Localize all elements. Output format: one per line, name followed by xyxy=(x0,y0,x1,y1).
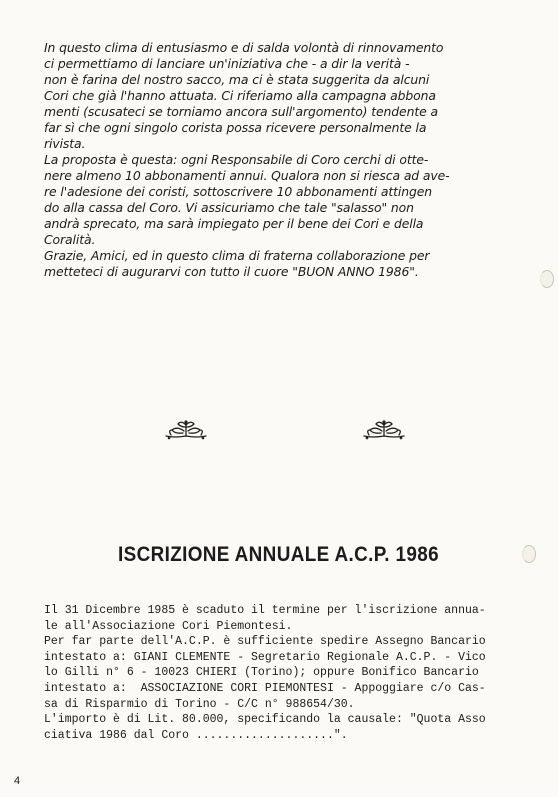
body-line: ciativa 1986 dal Coro ....................". xyxy=(44,728,348,742)
letter-line: ci permettiamo di lanciare un'iniziativa che - a dir la verità - xyxy=(44,56,410,71)
floral-ornament-icon xyxy=(163,418,209,442)
letter-line: andrà sprecato, ma sarà impiegato per il bene dei Cori e della xyxy=(44,216,424,231)
letter-line: In questo clima di entusiasmo e di salda volontà di rinnovamento xyxy=(44,40,444,55)
letter-line: non è farina del nostro sacco, ma ci è stata suggerita da alcuni xyxy=(44,72,430,87)
letter-paragraph xyxy=(44,40,524,280)
body-line: Per far parte dell'A.C.P. è sufficiente spedire Assegno Bancario xyxy=(44,635,486,649)
letter-line: menti (scusateci se torniamo ancora sull'argomento) tendente a xyxy=(44,104,438,119)
body-line: Il 31 Dicembre 1985 è scaduto il termine per l'iscrizione annua- xyxy=(44,604,486,617)
binder-hole xyxy=(522,545,536,563)
floral-ornament-icon xyxy=(361,418,407,442)
page-number: 4 xyxy=(14,775,21,787)
body-line: le all'Associazione Cori Piemontesi. xyxy=(44,619,293,633)
letter-line: rivista. xyxy=(44,136,86,151)
letter-line: Cori che già l'hanno attuata. Ci riferiamo alla campagna abbona xyxy=(44,88,436,103)
body-line: L'importo è di Lit. 80.000, specificando la causale: "Quota Asso xyxy=(44,713,486,727)
letter-line: nere almeno 10 abbonamenti annui. Qualora non si riesca ad ave- xyxy=(44,168,450,183)
letter-line: metteteci di augurarvi con tutto il cuore "BUON ANNO 1986". xyxy=(44,264,419,279)
body-line: sa di Risparmio di Torino - C/C n° 988654/30. xyxy=(44,697,355,711)
letter-line: do alla cassa del Coro. Vi assicuriamo che tale "salasso" non xyxy=(44,200,414,215)
body-line: lo Gilli n° 6 - 10023 CHIERI (Torino); oppure Bonifico Bancario xyxy=(44,666,479,680)
letter-line: Grazie, Amici, ed in questo clima di fraterna collaborazione per xyxy=(44,248,430,263)
body-line: intestato a: GIANI CLEMENTE - Segretario Regionale A.C.P. - Vico xyxy=(44,650,486,664)
letter-line: La proposta è questa: ogni Responsabile di Coro cerchi di otte- xyxy=(44,152,429,167)
registration-paragraph xyxy=(44,603,544,743)
letter-line: re l'adesione dei coristi, sottoscrivere 10 abbonamenti attingen xyxy=(44,184,433,199)
section-title: ISCRIZIONE ANNUALE A.C.P. 1986 xyxy=(118,543,439,566)
letter-line: far sì che ogni singolo corista possa ricevere personalmente la xyxy=(44,120,427,135)
letter-line: Coralità. xyxy=(44,232,96,247)
binder-hole xyxy=(540,270,554,288)
body-line: intestato a: ASSOCIAZIONE CORI PIEMONTESI - Appoggiare c/o Cas- xyxy=(44,681,486,695)
